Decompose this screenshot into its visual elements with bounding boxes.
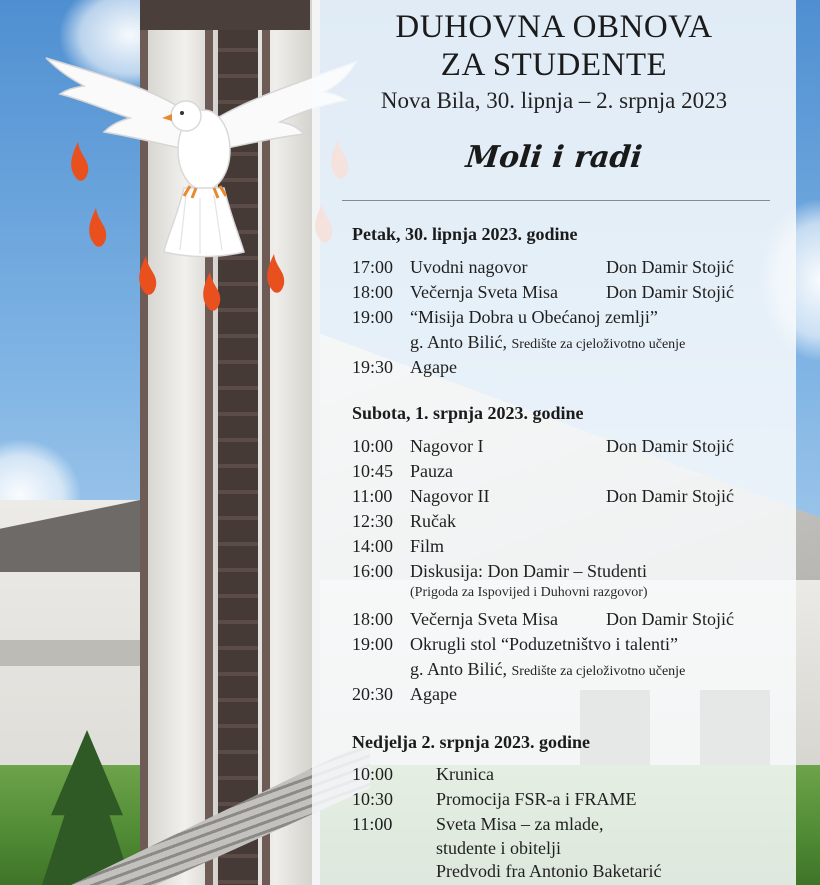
- schedule-row: [352, 814, 792, 838]
- schedule-row-continuation: [352, 838, 792, 862]
- speaker: Don Damir Stojić: [606, 282, 734, 302]
- time: 11:00: [352, 814, 393, 834]
- event: Krunica: [436, 764, 494, 784]
- event: Promocija FSR-a i FRAME: [436, 789, 637, 809]
- schedule-row: [352, 561, 792, 585]
- schedule-row: [352, 257, 792, 281]
- day-heading: Nedjelja 2. srpnja 2023. godine: [352, 732, 590, 752]
- speaker-note: [410, 332, 685, 353]
- time: 19:00: [352, 307, 394, 327]
- note-organization: Središte za cjeloživotno učenje: [511, 337, 686, 352]
- schedule-row-continuation: [352, 861, 792, 885]
- time: 17:00: [352, 257, 394, 277]
- event-note: (Prigoda za Ispovijed i Duhovni razgovor): [410, 585, 648, 600]
- schedule-row: [352, 307, 792, 331]
- speaker-note: [410, 659, 685, 680]
- event: Agape: [410, 684, 457, 704]
- page-title-line2: ZA STUDENTE: [440, 47, 668, 83]
- event-continuation: studente i obitelji: [436, 838, 561, 858]
- event: Ručak: [410, 511, 456, 531]
- time: 10:30: [352, 789, 394, 809]
- note-organization: Središte za cjeloživotno učenje: [511, 664, 686, 679]
- motto: Moli i radi: [464, 140, 644, 175]
- time: 11:00: [352, 486, 393, 506]
- event-continuation: Predvodi fra Antonio Baketarić: [436, 861, 662, 881]
- time: 19:00: [352, 634, 394, 654]
- schedule-row: [352, 609, 792, 633]
- flame-icon: [267, 254, 284, 293]
- event: Agape: [410, 357, 457, 377]
- schedule-row: [352, 764, 792, 788]
- time: 10:45: [352, 461, 394, 481]
- time: 10:00: [352, 764, 394, 784]
- event: Sveta Misa – za mlade,: [436, 814, 604, 834]
- side-building-band: [0, 640, 140, 666]
- time: 18:00: [352, 609, 394, 629]
- event: Okrugli stol “Poduzetništvo i talenti”: [410, 634, 678, 654]
- event: Nagovor I: [410, 436, 484, 456]
- schedule-row: [352, 486, 792, 510]
- event: Večernja Sveta Misa: [410, 609, 558, 629]
- day-heading: Petak, 30. lipnja 2023. godine: [352, 224, 578, 244]
- schedule-row: [352, 634, 792, 658]
- time: 20:30: [352, 684, 394, 704]
- event: Nagovor II: [410, 486, 490, 506]
- event: “Misija Dobra u Obećanoj zemlji”: [410, 307, 658, 327]
- schedule-row: [352, 436, 792, 460]
- event-dates: Nova Bila, 30. lipnja – 2. srpnja 2023: [380, 88, 728, 113]
- day-heading: Subota, 1. srpnja 2023. godine: [352, 403, 584, 423]
- schedule-row: [352, 536, 792, 560]
- schedule-row: [352, 357, 792, 381]
- schedule-row: [352, 282, 792, 306]
- event: Pauza: [410, 461, 453, 481]
- time: 10:00: [352, 436, 394, 456]
- page-title-line1: DUHOVNA OBNOVA: [395, 9, 713, 45]
- flame-icon: [71, 142, 88, 181]
- event: Večernja Sveta Misa: [410, 282, 558, 302]
- time: 18:00: [352, 282, 394, 302]
- flame-icon: [203, 272, 220, 311]
- speaker: Don Damir Stojić: [606, 609, 734, 629]
- speaker: Don Damir Stojić: [606, 257, 734, 277]
- note-speaker: g. Anto Bilić,: [410, 659, 508, 679]
- schedule-row: [352, 789, 792, 813]
- event: Film: [410, 536, 445, 556]
- schedule-row: [352, 684, 792, 708]
- event: Diskusija: Don Damir – Studenti: [410, 561, 647, 581]
- event: Uvodni nagovor: [410, 257, 528, 277]
- time: 16:00: [352, 561, 394, 581]
- flame-icon: [89, 208, 106, 247]
- schedule-row: [352, 511, 792, 535]
- speaker: Don Damir Stojić: [606, 436, 734, 456]
- time: 12:30: [352, 511, 394, 531]
- time: 14:00: [352, 536, 394, 556]
- speaker: Don Damir Stojić: [606, 486, 734, 506]
- flame-icon: [139, 256, 156, 295]
- time: 19:30: [352, 357, 394, 377]
- note-speaker: g. Anto Bilić,: [410, 332, 508, 352]
- schedule-row: [352, 461, 792, 485]
- divider: [342, 200, 770, 201]
